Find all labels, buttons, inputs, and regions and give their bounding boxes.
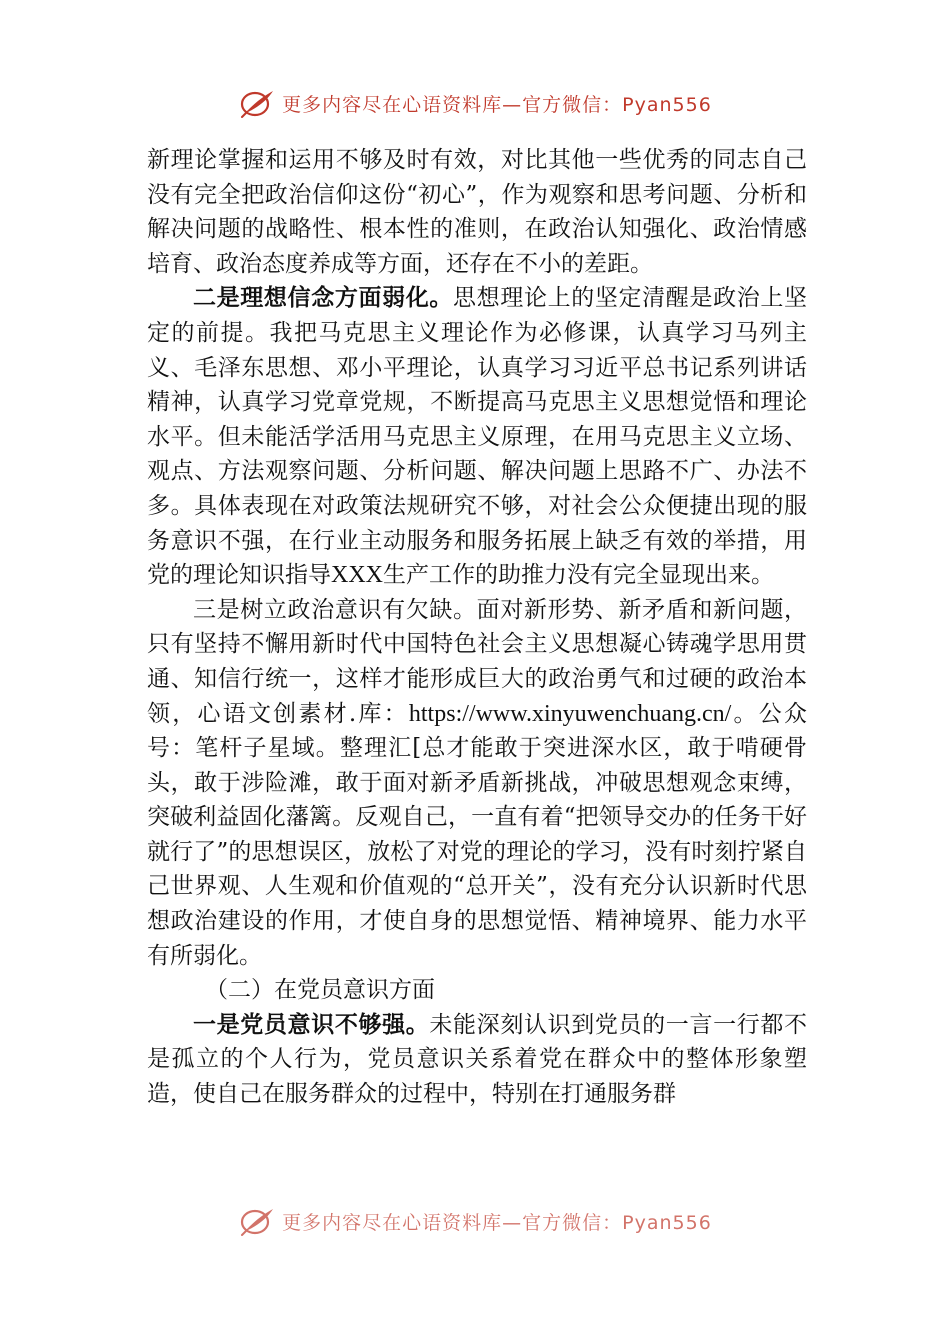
- paragraph-text-tail: 生产工作的助推力没有完全显现出来。: [383, 562, 774, 589]
- section-heading-text: （二）在党员意识方面: [205, 977, 435, 1004]
- paragraph-text: 思想理论上的坚定清醒是政治上坚定的前提。我把马克思主义理论作为必修课，认真学习马列主义、毛泽东思想、邓小平理论，认真学习习近平总书记系列讲话精神，认真学习党章党规，不断提高马克思主义思想觉悟和理论水平。但未能活学活用马克思主义原理，在用马克思主义立场、观点、方法观察问题、分析问题、解决问题上思路不广、办法不多。具体表现在对政策法规研究不够，对社会公众便捷出现的服务意识不强，在行业主动服务和服务拓展上缺乏有效的举措，用党的理论知识指导: [147, 285, 808, 589]
- placeholder-code: XXX: [331, 562, 383, 589]
- paragraph-party-member-awareness: [147, 1008, 807, 1112]
- paragraph-text: 未能深刻认识到党员的一言一行都不是孤立的个人行为，党员意识关系着党在群众中的整体形象塑造，使自己在服务群众的过程中，特别在打通服务群: [147, 1011, 808, 1108]
- paragraph-ideals-belief: [147, 281, 807, 592]
- watermark-banner-top[interactable]: [0, 86, 950, 120]
- website-link[interactable]: https://www.xinyuwenchuang.cn/: [408, 700, 732, 727]
- section-heading: [147, 973, 807, 1008]
- paragraph-text: 新理论掌握和运用不够及时有效，对比其他一些优秀的同志自己没有完全把政治信仰这份“初心”，作为观察和思考问题、分析和解决问题的战略性、根本性的准则，在政治认知强化、政治情感培育、政治态度养成等方面，还存在不小的差距。: [147, 147, 807, 277]
- paragraph-text-tail: 。公众号：笔杆子星域。整理汇[总才能敢于突进深水区，敢于啃硬骨头，敢于涉险滩，敢于面对新矛盾新挑战，冲破思想观念束缚，突破利益固化藩篱。反观自己，一直有着“把领导交办的任务干好就行了”的思想误区，放松了对党的理论的学习，没有时刻拧紧自己世界观、人生观和价值观的“总开关”，没有充分认识新时代思想政治建设的作用，才使自身的思想觉悟、精神境界、能力水平有所弱化。: [147, 700, 807, 969]
- paragraph-lead-heading: 一是党员意识不够强。: [193, 1010, 430, 1038]
- watermark-text: 更多内容尽在心语资料库—官方微信：Pyan556: [282, 93, 712, 116]
- watermark-text: 更多内容尽在心语资料库—官方微信：Pyan556: [282, 1211, 712, 1234]
- quill-logo-icon: [238, 1206, 276, 1236]
- document-body: [147, 143, 807, 1112]
- paragraph-political-awareness: [147, 593, 807, 974]
- watermark-banner-bottom[interactable]: [0, 1204, 950, 1238]
- paragraph-lead-heading: 二是理想信念方面弱化。: [193, 284, 454, 312]
- paragraph-text: 三是树立政治意识有欠缺。面对新形势、新矛盾和新问题，只有坚持不懈用新时代中国特色社会主义思想凝心铸魂学思用贯通、知信行统一，这样才能形成巨大的政治勇气和过硬的政治本领，心语文创素材.库：: [147, 596, 807, 727]
- quill-logo-icon: [238, 88, 276, 118]
- paragraph-continuation: [147, 143, 807, 281]
